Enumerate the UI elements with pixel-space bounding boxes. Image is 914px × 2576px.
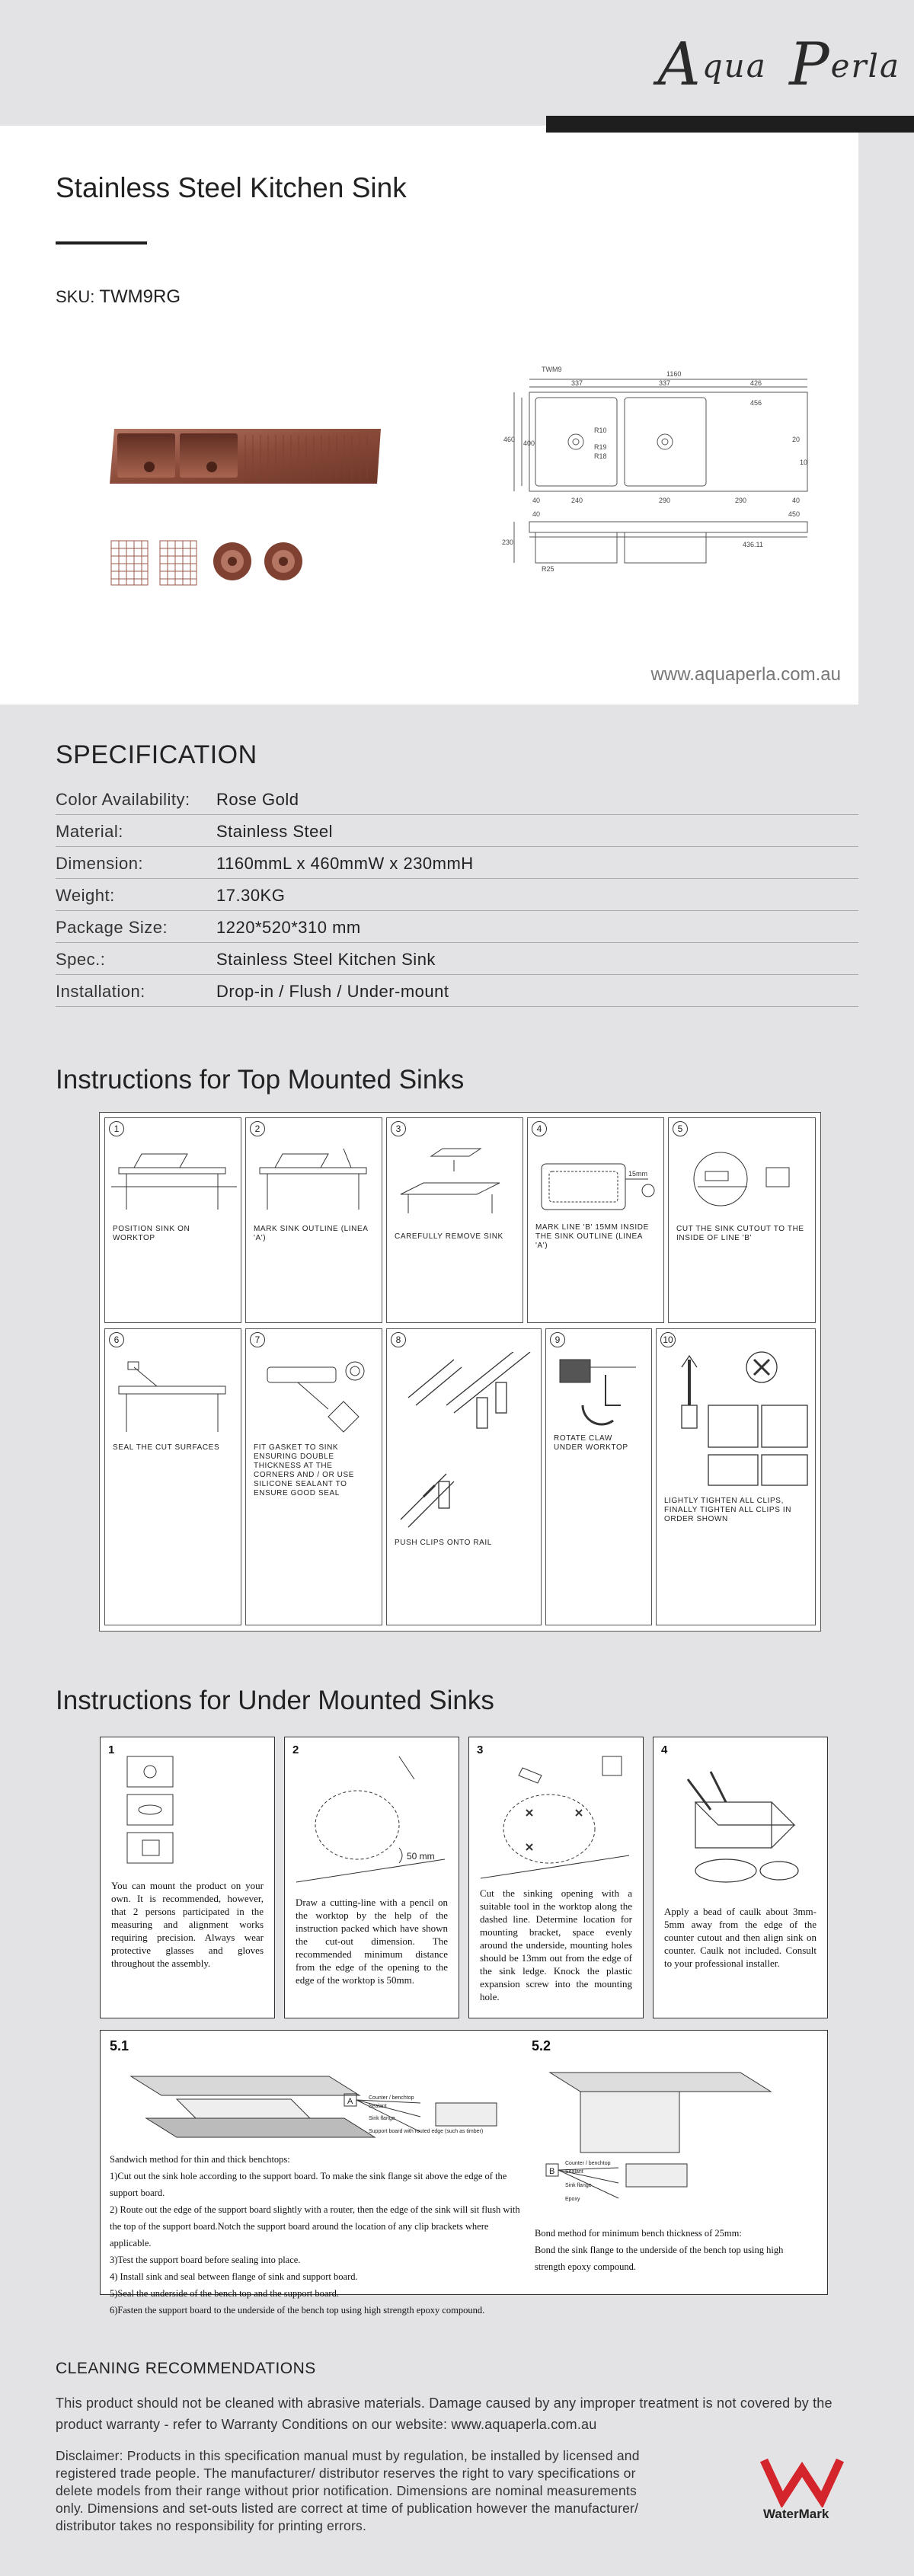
- svg-text:230: 230: [502, 539, 514, 546]
- step-10-illustration: [663, 1344, 811, 1497]
- step-8-illustration: [393, 1352, 538, 1535]
- svg-text:290: 290: [735, 497, 747, 504]
- svg-text:R18: R18: [594, 452, 607, 460]
- svg-text:337: 337: [571, 379, 583, 387]
- svg-text:10: 10: [800, 459, 808, 466]
- top-mounted-panel: [99, 1112, 821, 1632]
- bond-method-text: Bond method for minimum bench thickness of 25mm: Bond the sink flange to the underside of the bench top using high strength epoxy compound.: [535, 2228, 784, 2272]
- cleaning-heading: CLEANING RECOMMENDATIONS: [56, 2360, 316, 2377]
- top-step-10: 10 LIGHTLY TIGHTEN ALL CLIPS, FINALLY TIGHTEN ALL CLIPS IN ORDER SHOWN: [656, 1328, 816, 1625]
- step-4-caulk-illustration: [665, 1756, 817, 1890]
- svg-text:R10: R10: [594, 427, 607, 434]
- sandwich-method-illustration: [116, 2057, 512, 2153]
- top-mounted-heading: Instructions for Top Mounted Sinks: [56, 1065, 465, 1095]
- svg-text:40: 40: [532, 497, 541, 504]
- under-step-1: 1 You can mount the product on your own. It is recommended, however, that 2 persons participated in the measuring and alignment works requiring precision. Always wear protective glasses and gloves throughout the assembly.: [100, 1737, 275, 2018]
- svg-text:Sink flange: Sink flange: [565, 2183, 592, 2188]
- top-step-4: 4 15mm MARK LINE 'B' 15MM INSIDE THE SINK OUTLINE (LINEA 'A'): [527, 1117, 664, 1323]
- spec-row: Weight: 17.30KG: [56, 879, 858, 911]
- title-underline: [56, 241, 147, 244]
- step-1-illustration: [111, 1141, 237, 1217]
- product-photo: [107, 415, 388, 617]
- top-step-1: 1 POSITION SINK ON WORKTOP: [104, 1117, 241, 1323]
- svg-text:R25: R25: [542, 565, 554, 573]
- sink-grid-accessories: [111, 541, 197, 585]
- svg-text:400: 400: [523, 439, 535, 447]
- aqua-perla-logo: Aqua Perla: [657, 30, 900, 99]
- top-step-2: 2 MARK SINK OUTLINE (LINEA 'A'): [245, 1117, 382, 1323]
- top-step-5: 5 CUT THE SINK CUTOUT TO THE INSIDE OF LINE 'B': [668, 1117, 816, 1323]
- cleaning-text: This product should not be cleaned with abrasive materials. Damage caused by any improper treatment is not covered by the product warranty - refer to Warranty Conditions on our website: www.aquaperla.com.au: [56, 2395, 833, 2432]
- svg-text:436.11: 436.11: [743, 541, 763, 548]
- top-step-8: 8 PUSH CLIPS ONTO RAIL: [386, 1328, 542, 1625]
- step-2-cutline-illustration: [292, 1753, 452, 1890]
- sku-label: SKU:: [56, 287, 95, 306]
- svg-text:15mm: 15mm: [628, 1170, 648, 1178]
- top-step-6: 6 SEAL THE CUT SURFACES: [104, 1328, 241, 1625]
- svg-text:20: 20: [792, 436, 801, 443]
- svg-text:Sealant: Sealant: [369, 2104, 387, 2109]
- top-step-3: 3 CAREFULLY REMOVE SINK: [386, 1117, 523, 1323]
- website-url: www.aquaperla.com.au: [650, 664, 841, 685]
- svg-text:1160: 1160: [666, 370, 682, 378]
- bond-method-illustration: [535, 2057, 817, 2210]
- svg-text:TWM9: TWM9: [542, 366, 562, 373]
- specification-heading: SPECIFICATION: [56, 740, 257, 769]
- spec-row: Installation: Drop-in / Flush / Under-mount: [56, 975, 858, 1007]
- under-step-3: 3 Cut the sinking opening with a suitable tool in the worktop along the dashed line. Determine location for mounting bracket, space evenly around the underside, mounting holes should be 13mm out from the edge of the sink ledge. Knock the plastic expansion screw into the mounting hole.: [468, 1737, 644, 2018]
- watermark-label: WaterMark: [763, 2507, 829, 2521]
- spec-row: Dimension: 1160mmL x 460mmW x 230mmH: [56, 847, 858, 879]
- step-3-illustration: [393, 1141, 519, 1217]
- step-2-illustration: [252, 1141, 378, 1217]
- strainer-wastes: [213, 542, 302, 580]
- under-step-2: 2 50 mm Draw a cutting-line with a pencil on the worktop by the help of the instruction packed which have shown the cut-out dimension. The recommended minimum distance from the edge of the opening to the edge of the worktop is 50mm.: [284, 1737, 459, 2018]
- watermark-logo-icon: [758, 2454, 853, 2507]
- disclaimer-text: Disclaimer: Products in this specification manual must by regulation, be installed by licensed and registered trade people. The manufacturer/ distributor reserves the right to vary specifications or delete models from their range without prior notification. Dimensions are nominal measurements only. Dimensions and set-outs listed are correct at time of publication however the manufacturer/ distributor takes no responsibility for printing errors.: [56, 2448, 640, 2533]
- svg-text:290: 290: [659, 497, 671, 504]
- top-step-7: 7 FIT GASKET TO SINK ENSURING DOUBLE THICKNESS AT THE CORNERS AND / OR USE SILICONE SEALANT TO ENSURE GOOD SEAL: [245, 1328, 382, 1625]
- spec-row: Material: Stainless Steel: [56, 815, 858, 847]
- svg-text:40: 40: [532, 510, 541, 518]
- svg-text:50 mm: 50 mm: [407, 1851, 435, 1862]
- spec-row: Package Size: 1220*520*310 mm: [56, 911, 858, 943]
- spec-row: Color Availability: Rose Gold: [56, 783, 858, 815]
- svg-text:460: 460: [503, 436, 516, 443]
- spec-row: Spec.: Stainless Steel Kitchen Sink: [56, 943, 858, 975]
- specification-table: [56, 783, 858, 1007]
- svg-text:337: 337: [659, 379, 671, 387]
- sandwich-method-text: Sandwich method for thin and thick benchtops: 1)Cut out the sink hole according to the support board. To make the sink flange sit above the edge of the support board. 2) Route out the edge of the support board slightly with a router, then the edge of the sink will sit flush with the top of the support board.Notch the support board around the location of any clip brackets where applicable. 3)Test the support board before sealing into place. 4) Install sink and seal between flange of sink and support board. 5)Seal the underside of the bench top and the support board. 6)Fasten the support board to the underside of the bench top using high strength epoxy compound.: [110, 2154, 520, 2316]
- step-3-cut-illustration: [477, 1753, 637, 1886]
- under-step-4: 4 Apply a bead of caulk about 3mm-5mm away from the edge of the counter cutout and then align sink on counter. Caulk not included. Consult to your professional installer.: [653, 1737, 828, 2018]
- sku-line: [56, 286, 181, 308]
- svg-text:426: 426: [750, 379, 762, 387]
- header-accent-bar: [546, 116, 914, 133]
- under-step-5-box: 5.1 5.2 A Counter / benchtop Sealant Sink flange Support board with routed edge (such as timber) B Counter / benchtop Sealant Sink flange Epoxy Sandwich method for thin and thick benchtops: 1)Cut out the sink hole according to the support board. To make the sink flange sit above the edge of the support board. 2) Route out the edge of the support board slightly with a router, then the edge of the sink will sit flush with the top of the support board.Notch the support board around the location of any clip brackets where applicable. 3)Test the support board before sealing into place. 4) Install sink and seal between flange of sink and support board. 5)Seal the underside of the bench top and the support board. 6)Fasten the support board to the underside of the bench top using high strength epoxy compound. Bond method for minimum bench thickness of 25mm: Bond the sink flange to the underside of the bench top using high strength epoxy compound.: [100, 2030, 828, 2295]
- svg-text:240: 240: [571, 497, 583, 504]
- product-title: Stainless Steel Kitchen Sink: [56, 172, 407, 203]
- step-4-illustration: [534, 1141, 660, 1217]
- svg-text:Counter / benchtop: Counter / benchtop: [565, 2161, 611, 2166]
- svg-text:Sealant: Sealant: [565, 2169, 583, 2175]
- svg-text:456: 456: [750, 399, 762, 407]
- step-5-illustration: [675, 1141, 808, 1217]
- svg-text:450: 450: [788, 510, 801, 518]
- svg-text:Counter / benchtop: Counter / benchtop: [369, 2095, 414, 2101]
- sku-value: TWM9RG: [99, 286, 181, 307]
- step-9-illustration: [552, 1352, 647, 1436]
- top-step-9: 9 ROTATE CLAW UNDER WORKTOP: [545, 1328, 652, 1625]
- svg-text:B: B: [549, 2167, 555, 2176]
- svg-text:A: A: [347, 2097, 353, 2106]
- step-1-tools-illustration: [123, 1753, 184, 1874]
- svg-text:Epoxy: Epoxy: [565, 2197, 580, 2202]
- step-7-illustration: [252, 1356, 378, 1447]
- svg-text:Support board with routed edge: Support board with routed edge (such as timber): [369, 2129, 484, 2134]
- under-mounted-heading: Instructions for Under Mounted Sinks: [56, 1686, 494, 1715]
- svg-text:40: 40: [792, 497, 801, 504]
- technical-drawing: [499, 358, 819, 598]
- svg-text:R19: R19: [594, 443, 607, 451]
- step-6-illustration: [111, 1356, 237, 1440]
- svg-text:Sink flange: Sink flange: [369, 2116, 395, 2121]
